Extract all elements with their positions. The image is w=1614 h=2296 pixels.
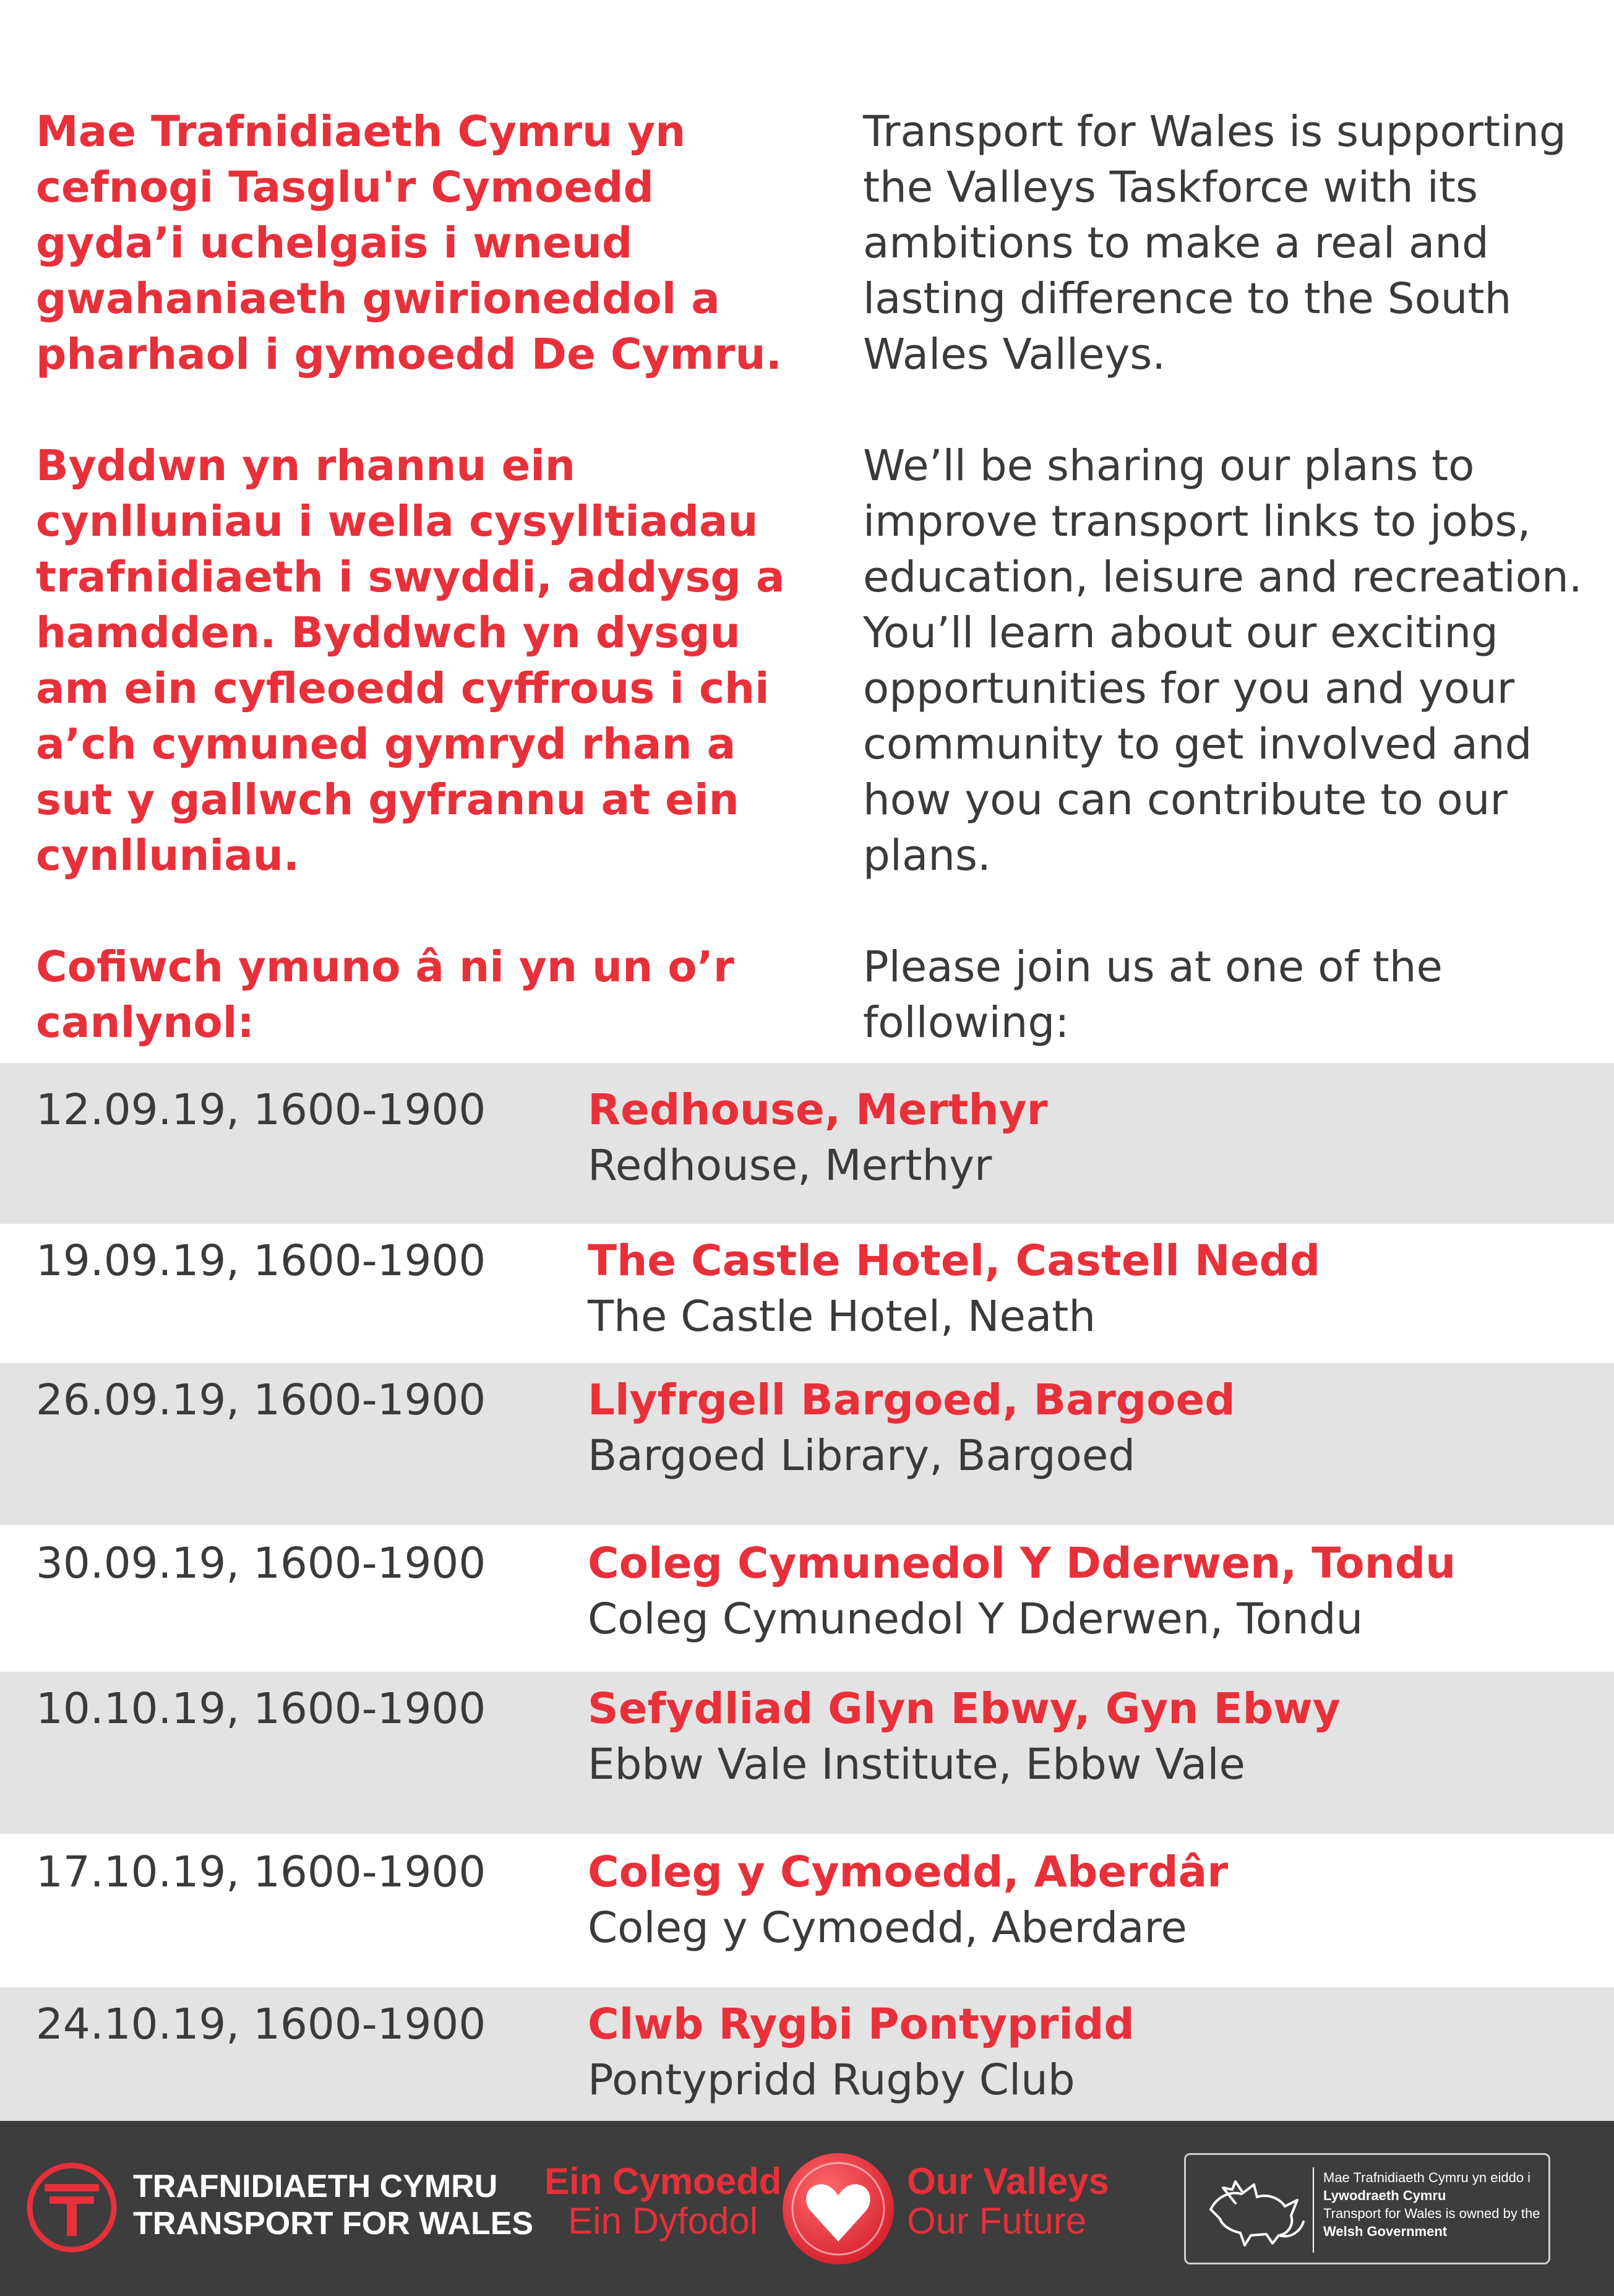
event-venue-welsh: The Castle Hotel, Castell Nedd bbox=[588, 1236, 1321, 1286]
event-date: 30.09.19, 1600-1900 bbox=[36, 1539, 486, 1588]
event-date: 26.09.19, 1600-1900 bbox=[36, 1375, 486, 1425]
event-row bbox=[0, 1224, 1614, 1363]
heart-icon bbox=[781, 2151, 896, 2266]
event-venue-english: Redhouse, Merthyr bbox=[588, 1141, 992, 1190]
intro-english-paragraph-3: Please join us at one of the following: bbox=[863, 942, 1443, 1047]
event-venue-english: Coleg y Cymoedd, Aberdare bbox=[588, 1903, 1187, 1953]
event-date: 12.09.19, 1600-1900 bbox=[36, 1085, 486, 1135]
gov-line-3: Transport for Wales is owned by the bbox=[1323, 2206, 1540, 2221]
event-venue-welsh: Llyfrgell Bargoed, Bargoed bbox=[588, 1375, 1235, 1425]
intro-welsh-paragraph-2: Byddwn yn rhannu ein cynlluniau i wella cysylltiadau trafnidiaeth i swyddi, addysg a hamdden. Byddwch yn dysgu am ein cyfleoedd cyffrous i chi a’ch cymuned gymryd rhan a sut y gallwch gyfrannu at ein cynlluniau. bbox=[36, 441, 785, 880]
tagline-welsh bbox=[544, 2162, 781, 2241]
tfw-logo-icon bbox=[26, 2162, 118, 2253]
event-date: 17.10.19, 1600-1900 bbox=[36, 1847, 486, 1897]
intro-english-paragraph-1: Transport for Wales is supporting the Valleys Taskforce with its ambitions to make a real and lasting difference to the South Wales Valleys. bbox=[863, 107, 1566, 379]
tagline-english-line-2: Our Future bbox=[907, 2200, 1087, 2242]
event-venue-english: Coleg Cymunedol Y Dderwen, Tondu bbox=[588, 1594, 1363, 1644]
badge-divider bbox=[1313, 2167, 1314, 2253]
welsh-government-text bbox=[1323, 2169, 1540, 2240]
event-venue-welsh: Sefydliad Glyn Ebwy, Gyn Ebwy bbox=[588, 1684, 1341, 1734]
event-venue-welsh: Coleg y Cymoedd, Aberdâr bbox=[588, 1847, 1229, 1897]
event-row bbox=[0, 1525, 1614, 1672]
event-venue-welsh: Coleg Cymunedol Y Dderwen, Tondu bbox=[588, 1539, 1456, 1588]
welsh-dragon-icon bbox=[1198, 2166, 1310, 2253]
event-row bbox=[0, 1834, 1614, 1987]
event-date: 10.10.19, 1600-1900 bbox=[36, 1684, 486, 1734]
tagline-welsh-line-2: Ein Dyfodol bbox=[568, 2200, 758, 2242]
tagline-english-line-1: Our Valleys bbox=[907, 2161, 1109, 2202]
brand-welsh: TRAFNIDIAETH CYMRU bbox=[133, 2169, 498, 2204]
welsh-government-badge bbox=[1184, 2153, 1550, 2264]
event-date: 19.09.19, 1600-1900 bbox=[36, 1236, 486, 1286]
event-date: 24.10.19, 1600-1900 bbox=[36, 2000, 486, 2049]
event-venue-english: The Castle Hotel, Neath bbox=[588, 1292, 1096, 1341]
event-row bbox=[0, 1987, 1614, 2121]
brand-english: TRANSPORT FOR WALES bbox=[133, 2206, 534, 2242]
intro-english-paragraph-2: We’ll be sharing our plans to improve transport links to jobs, education, leisure and recreation. You’ll learn about our exciting opportunities for you and your community to get involved and how you can contribute to our plans. bbox=[863, 441, 1582, 880]
event-row bbox=[0, 1363, 1614, 1525]
event-venue-welsh: Redhouse, Merthyr bbox=[588, 1085, 1048, 1135]
intro-welsh bbox=[36, 104, 791, 1106]
event-row bbox=[0, 1672, 1614, 1834]
intro-english bbox=[863, 104, 1599, 1106]
intro-welsh-paragraph-3: Cofiwch ymuno â ni yn un o’r canlynol: bbox=[36, 942, 734, 1047]
event-venue-english: Bargoed Library, Bargoed bbox=[588, 1431, 1136, 1481]
event-row bbox=[0, 1063, 1614, 1224]
event-venue-english: Pontypridd Rugby Club bbox=[588, 2055, 1075, 2105]
event-venue-welsh: Clwb Rygbi Pontypridd bbox=[588, 2000, 1135, 2049]
footer bbox=[0, 2121, 1614, 2296]
event-venue-english: Ebbw Vale Institute, Ebbw Vale bbox=[588, 1740, 1245, 1789]
tagline-english bbox=[907, 2162, 1109, 2241]
gov-line-4: Welsh Government bbox=[1323, 2224, 1448, 2239]
gov-line-2: Lywodraeth Cymru bbox=[1323, 2188, 1446, 2203]
tagline-welsh-line-1: Ein Cymoedd bbox=[544, 2161, 782, 2202]
gov-line-1: Mae Trafnidiaeth Cymru yn eiddo i bbox=[1323, 2170, 1531, 2185]
tfw-wordmark bbox=[133, 2168, 533, 2242]
intro-welsh-paragraph-1: Mae Trafnidiaeth Cymru yn cefnogi Tasglu'r Cymoedd gyda’i uchelgais i wneud gwahaniaeth gwirioneddol a pharhaol i gymoedd De Cymru. bbox=[36, 107, 782, 379]
